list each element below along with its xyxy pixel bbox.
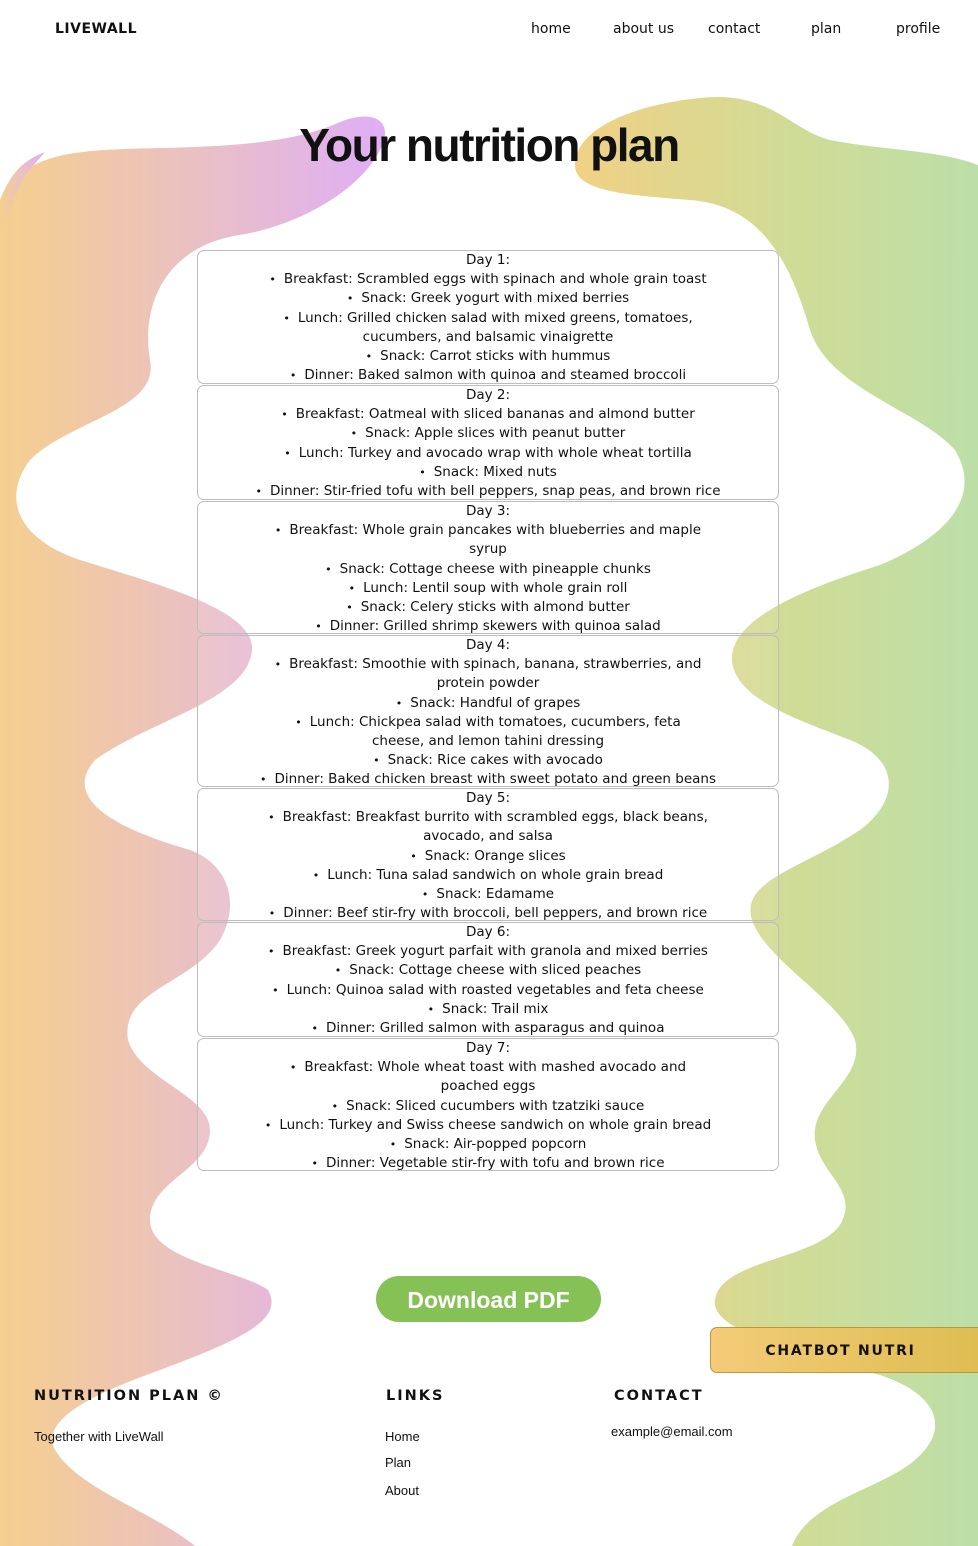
meal-item: • Snack: Cottage cheese with pineapple chunks <box>268 560 708 579</box>
meal-item: • Lunch: Turkey and avocado wrap with whole wheat tortilla <box>268 444 708 463</box>
nav-profile[interactable]: profile <box>896 21 941 37</box>
meal-item: • Breakfast: Whole wheat toast with mashed avocado and poached eggs <box>268 1058 708 1096</box>
meal-item: • Breakfast: Oatmeal with sliced bananas and almond butter <box>268 405 708 424</box>
meal-item: • Dinner: Beef stir-fry with broccoli, bell peppers, and brown rice <box>248 904 728 923</box>
footer-brand-heading: NUTRITION PLAN © <box>34 1388 224 1404</box>
meal-item: • Snack: Orange slices <box>268 847 708 866</box>
meal-item: • Snack: Cottage cheese with sliced peaches <box>268 961 708 980</box>
day-card <box>197 788 779 921</box>
day-title: Day 1: <box>465 252 511 268</box>
day-card <box>197 501 779 634</box>
meal-item: • Lunch: Chickpea salad with tomatoes, cucumbers, feta cheese, and lemon tahini dressing <box>268 713 708 751</box>
footer-links-heading: LINKS <box>386 1388 445 1404</box>
nav-home[interactable]: home <box>531 21 571 37</box>
footer-contact-heading: CONTACT <box>614 1388 704 1404</box>
nav-plan[interactable]: plan <box>811 21 842 37</box>
meal-item: • Dinner: Baked salmon with quinoa and steamed broccoli <box>268 366 708 385</box>
day-card <box>197 1038 779 1171</box>
footer-tagline: Together with LiveWall <box>34 1429 164 1444</box>
nav-contact[interactable]: contact <box>708 21 761 37</box>
meal-item: • Dinner: Grilled salmon with asparagus and quinoa <box>268 1019 708 1038</box>
day-title: Day 2: <box>465 387 511 403</box>
footer-link-about[interactable]: About <box>385 1483 419 1498</box>
meal-item: • Snack: Rice cakes with avocado <box>268 751 708 770</box>
meal-item: • Dinner: Baked chicken breast with sweet potato and green beans <box>228 770 748 789</box>
meal-item: • Snack: Air-popped popcorn <box>268 1135 708 1154</box>
meal-item: • Snack: Apple slices with peanut butter <box>268 424 708 443</box>
meal-item: • Snack: Celery sticks with almond butter <box>268 598 708 617</box>
meal-item: • Dinner: Grilled shrimp skewers with quinoa salad <box>268 617 708 636</box>
meal-item: • Lunch: Grilled chicken salad with mixed greens, tomatoes, cucumbers, and balsamic vinaigrette <box>268 309 708 347</box>
footer-link-home[interactable]: Home <box>385 1429 420 1444</box>
nutrition-plan-list <box>197 250 779 1172</box>
day-title: Day 6: <box>465 924 511 940</box>
meal-item: • Snack: Edamame <box>268 885 708 904</box>
meal-item: • Dinner: Stir-fried tofu with bell peppers, snap peas, and brown rice <box>228 482 748 501</box>
day-card <box>197 635 779 787</box>
meal-item: • Breakfast: Breakfast burrito with scrambled eggs, black beans, avocado, and salsa <box>268 808 708 846</box>
brand-logo[interactable]: LIVEWALL <box>55 21 138 37</box>
meal-item: • Snack: Carrot sticks with hummus <box>268 347 708 366</box>
meal-item: • Breakfast: Smoothie with spinach, banana, strawberries, and protein powder <box>268 655 708 693</box>
meal-item: • Dinner: Vegetable stir-fry with tofu and brown rice <box>268 1154 708 1173</box>
meal-item: • Snack: Trail mix <box>268 1000 708 1019</box>
meal-item: • Breakfast: Greek yogurt parfait with granola and mixed berries <box>248 942 728 961</box>
meal-item: • Lunch: Turkey and Swiss cheese sandwich on whole grain bread <box>248 1116 728 1135</box>
meal-item: • Snack: Handful of grapes <box>268 694 708 713</box>
meal-item: • Snack: Mixed nuts <box>268 463 708 482</box>
day-title: Day 7: <box>465 1040 511 1056</box>
download-pdf-button[interactable]: Download PDF <box>376 1276 601 1322</box>
meal-item: • Lunch: Lentil soup with whole grain roll <box>268 579 708 598</box>
day-title: Day 4: <box>465 637 511 653</box>
day-title: Day 5: <box>465 790 511 806</box>
page-title: Your nutrition plan <box>299 119 679 171</box>
day-card <box>197 385 779 500</box>
nav-about-us[interactable]: about us <box>613 21 675 37</box>
day-card <box>197 250 779 384</box>
chatbot-button[interactable]: CHATBOT NUTRI <box>710 1327 978 1373</box>
meal-item: • Snack: Greek yogurt with mixed berries <box>268 289 708 308</box>
footer-link-plan[interactable]: Plan <box>385 1455 412 1470</box>
meal-item: • Lunch: Tuna salad sandwich on whole grain bread <box>268 866 708 885</box>
day-title: Day 3: <box>465 503 511 519</box>
footer-email-link[interactable]: example@email.com <box>611 1424 733 1439</box>
meal-item: • Breakfast: Whole grain pancakes with blueberries and maple syrup <box>268 521 708 559</box>
meal-item: • Snack: Sliced cucumbers with tzatziki sauce <box>268 1097 708 1116</box>
meal-item: • Breakfast: Scrambled eggs with spinach and whole grain toast <box>268 270 708 289</box>
day-card <box>197 922 779 1037</box>
meal-item: • Lunch: Quinoa salad with roasted vegetables and feta cheese <box>248 981 728 1000</box>
